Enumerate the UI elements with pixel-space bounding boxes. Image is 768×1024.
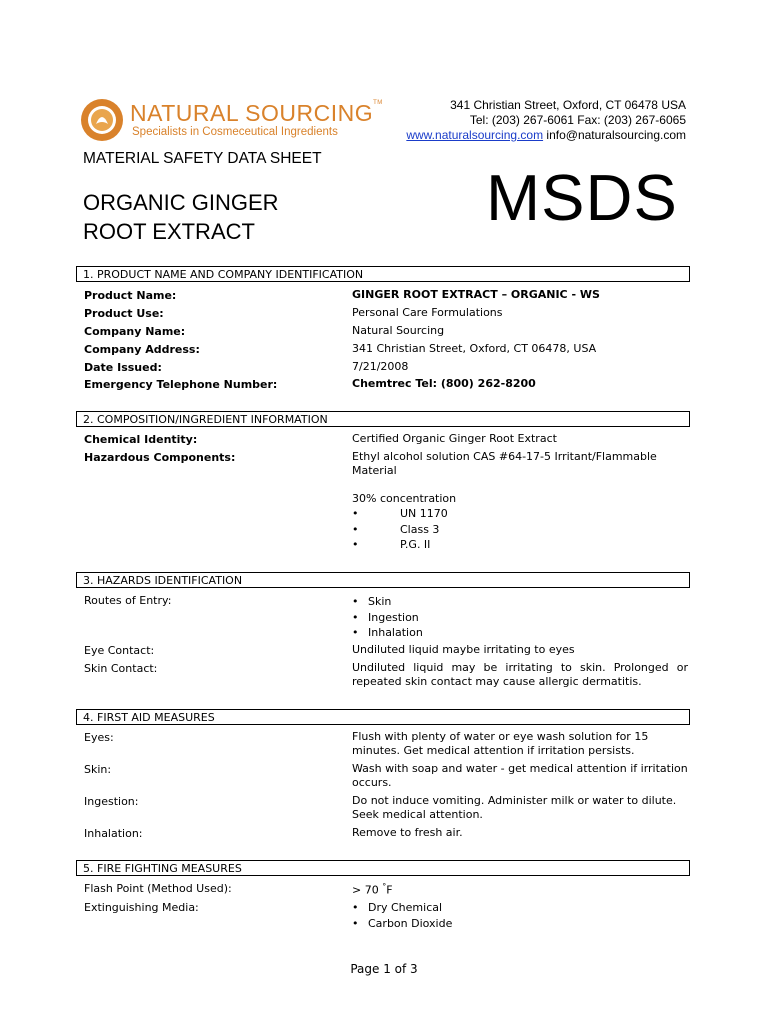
concentration-value: 30% concentration bbox=[352, 492, 457, 505]
first-aid-eyes-value: Flush with plenty of water or eye wash solution for 15 minutes. Get medical attention if irritation persists. bbox=[352, 730, 649, 757]
email-text: info@naturalsourcing.com bbox=[543, 128, 686, 142]
emergency-phone-label: Emergency Telephone Number: bbox=[84, 378, 278, 391]
company-logo bbox=[80, 98, 383, 144]
company-address-value: 341 Christian Street, Oxford, CT 06478, USA bbox=[352, 342, 597, 355]
company-name-value: Natural Sourcing bbox=[352, 324, 445, 337]
company-address: 341 Christian Street, Oxford, CT 06478 USA bbox=[450, 98, 686, 112]
eye-contact-value: Undiluted liquid maybe irritating to eyes bbox=[352, 643, 575, 656]
extinguishing-media-list bbox=[352, 900, 452, 931]
routes-of-entry-label: Routes of Entry: bbox=[84, 594, 172, 607]
chemical-identity-value: Certified Organic Ginger Root Extract bbox=[352, 432, 557, 445]
product-title-line-1: ORGANIC GINGER bbox=[83, 190, 279, 215]
page-number: Page 1 of 3 bbox=[350, 962, 418, 976]
flash-point-label: Flash Point (Method Used): bbox=[84, 882, 232, 895]
first-aid-inhalation-value: Remove to fresh air. bbox=[352, 826, 463, 839]
classification-list bbox=[352, 506, 448, 553]
skin-contact-value: Undiluted liquid may be irritating to skin. Prolonged or repeated skin contact may cause allergic dermatitis. bbox=[352, 661, 688, 688]
product-use-label: Product Use: bbox=[84, 307, 164, 320]
list-item: • Inhalation bbox=[352, 626, 423, 639]
company-address-label: Company Address: bbox=[84, 343, 200, 356]
list-item: • Carbon Dioxide bbox=[352, 916, 453, 930]
list-item: • Class 3 bbox=[352, 522, 440, 536]
company-phone: Tel: (203) 267-6061 Fax: (203) 267-6065 bbox=[469, 113, 686, 127]
hazardous-components-label: Hazardous Components: bbox=[84, 451, 236, 464]
section-1-heading: 1. PRODUCT NAME AND COMPANY IDENTIFICATION bbox=[76, 266, 690, 282]
date-issued-value: 7/21/2008 bbox=[352, 360, 409, 373]
section-2-heading: 2. COMPOSITION/INGREDIENT INFORMATION bbox=[76, 411, 690, 427]
routes-of-entry-list bbox=[352, 594, 423, 641]
date-issued-label: Date Issued: bbox=[84, 361, 162, 374]
product-name-value: GINGER ROOT EXTRACT – ORGANIC - WS bbox=[352, 288, 600, 301]
section-3-heading: 3. HAZARDS IDENTIFICATION bbox=[76, 572, 690, 588]
company-contact bbox=[406, 128, 686, 142]
extinguishing-media-label: Extinguishing Media: bbox=[84, 901, 199, 914]
list-item: • Ingestion bbox=[352, 610, 419, 624]
flash-point-value: > 70 °F bbox=[352, 882, 393, 897]
first-aid-ingestion-value: Do not induce vomiting. Administer milk or water to dilute. Seek medical attention. bbox=[352, 794, 677, 821]
logo-tagline: Specialists in Cosmeceutical Ingredients bbox=[132, 126, 338, 138]
product-name-label: Product Name: bbox=[84, 289, 177, 302]
section-4-heading: 4. FIRST AID MEASURES bbox=[76, 709, 690, 725]
product-title bbox=[83, 188, 403, 246]
list-item: • Dry Chemical bbox=[352, 901, 443, 914]
first-aid-skin-label: Skin: bbox=[84, 763, 112, 776]
list-item: • P.G. II bbox=[352, 538, 431, 551]
product-use-value: Personal Care Formulations bbox=[352, 306, 503, 319]
first-aid-skin-value: Wash with soap and water - get medical attention if irritation occurs. bbox=[352, 762, 688, 789]
logo-name: NATURAL SOURCING™ bbox=[130, 100, 383, 126]
section-5-heading: 5. FIRE FIGHTING MEASURES bbox=[76, 860, 690, 876]
msds-heading: MSDS bbox=[486, 161, 678, 234]
chemical-identity-label: Chemical Identity: bbox=[84, 433, 198, 446]
logo-seal-icon bbox=[80, 98, 124, 142]
emergency-phone-value: Chemtrec Tel: (800) 262-8200 bbox=[352, 377, 536, 390]
list-item: • Skin bbox=[352, 595, 392, 608]
document-title: MATERIAL SAFETY DATA SHEET bbox=[83, 150, 322, 167]
first-aid-ingestion-label: Ingestion: bbox=[84, 795, 139, 808]
company-name-label: Company Name: bbox=[84, 325, 186, 338]
product-title-line-2: ROOT EXTRACT bbox=[83, 219, 255, 244]
hazardous-components-value: Ethyl alcohol solution CAS #64-17-5 Irritant/Flammable Material bbox=[352, 450, 657, 477]
first-aid-inhalation-label: Inhalation: bbox=[84, 827, 143, 840]
website-link[interactable]: www.naturalsourcing.com bbox=[406, 128, 544, 142]
eye-contact-label: Eye Contact: bbox=[84, 644, 155, 657]
list-item: • UN 1170 bbox=[352, 507, 448, 520]
first-aid-eyes-label: Eyes: bbox=[84, 731, 114, 744]
skin-contact-label: Skin Contact: bbox=[84, 662, 158, 675]
